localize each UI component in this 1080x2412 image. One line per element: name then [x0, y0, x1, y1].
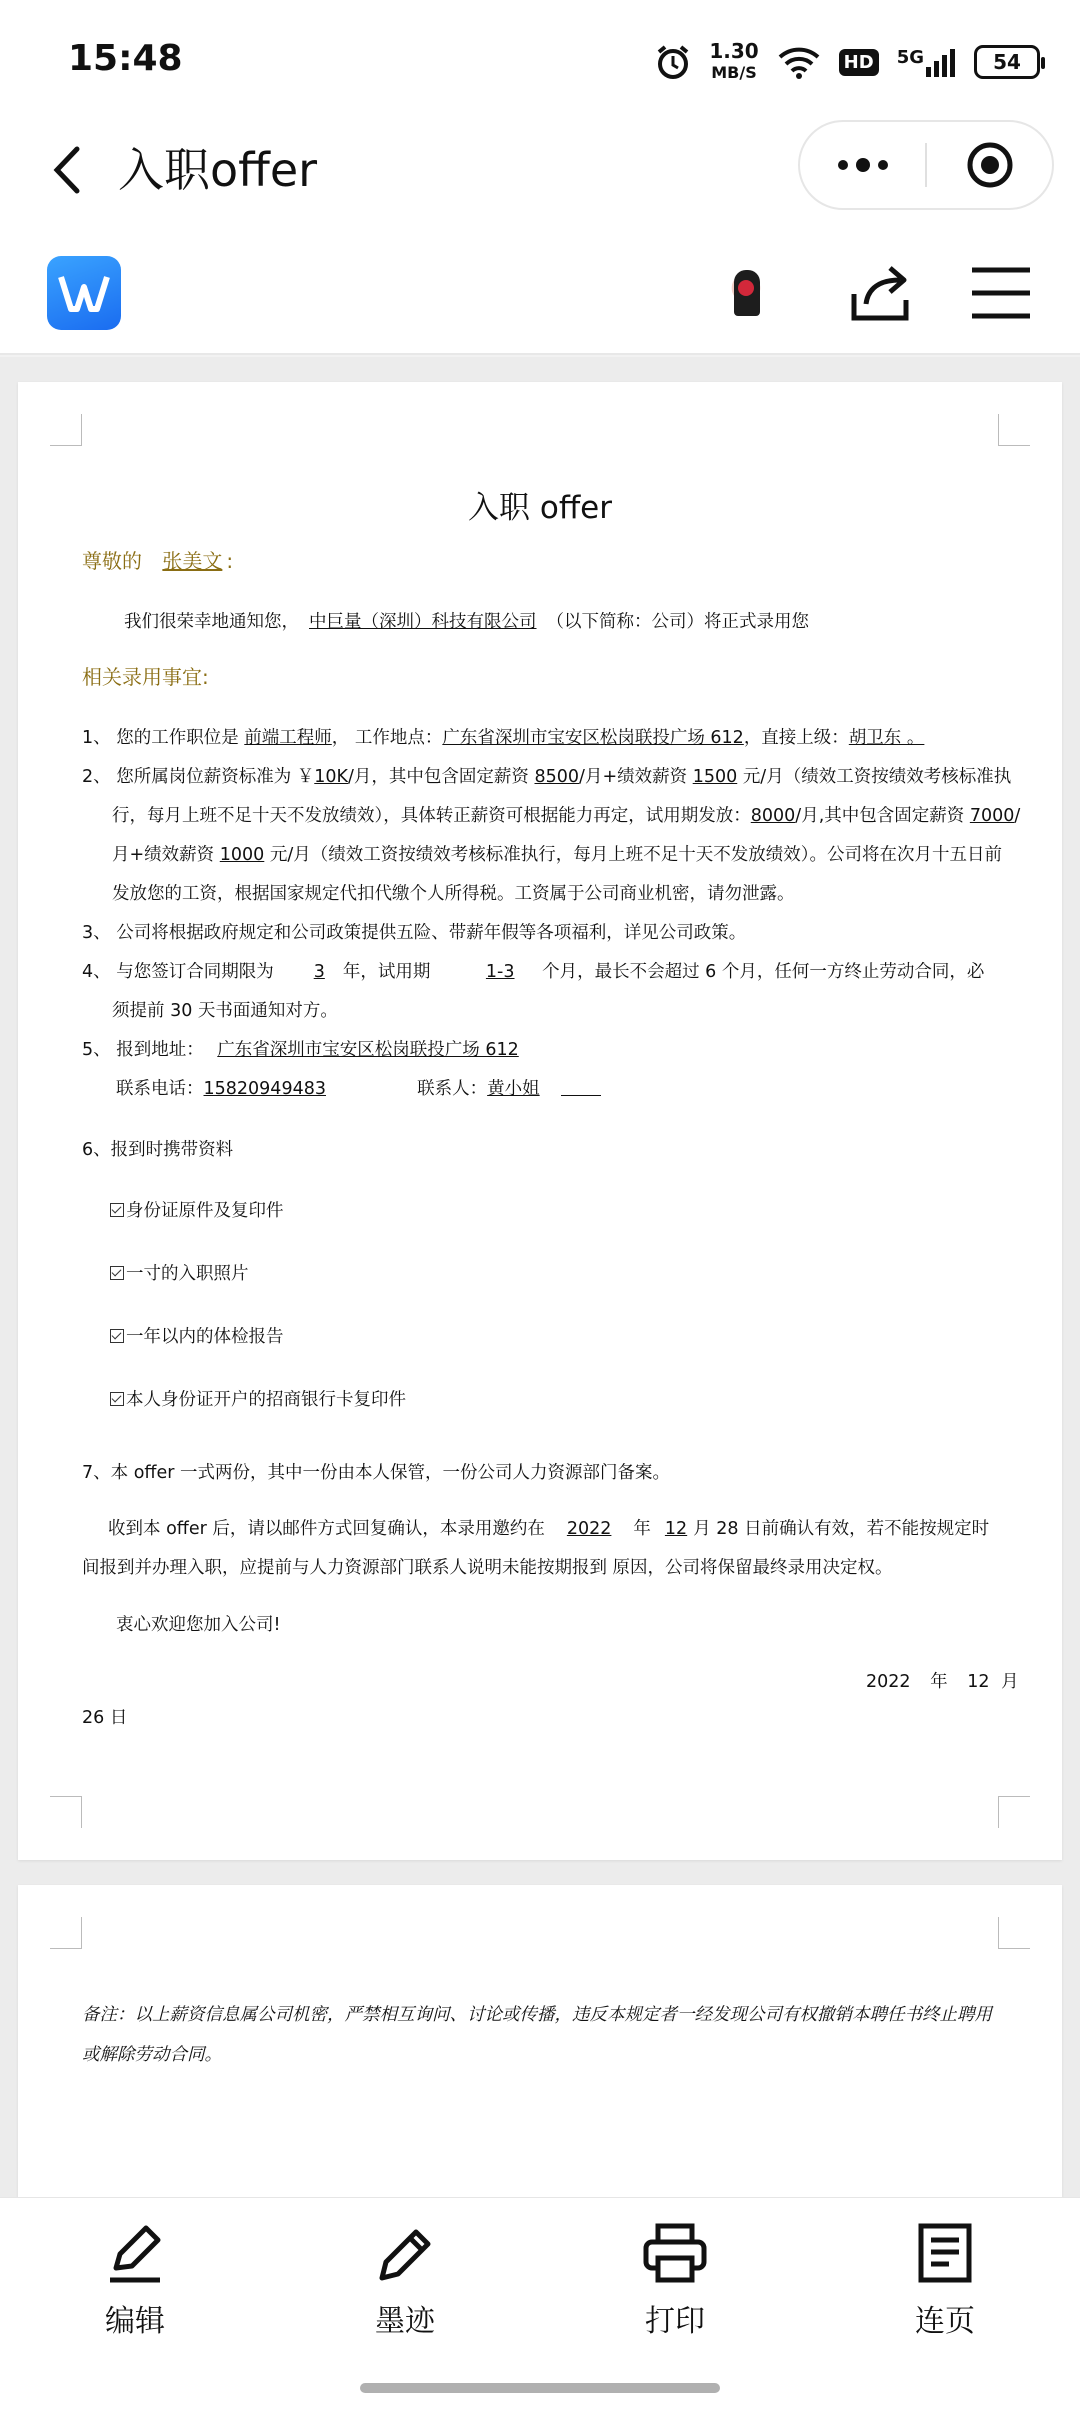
material-label: 一寸的入职照片 [126, 1264, 249, 1284]
item-5-contact [116, 1078, 601, 1100]
confirm-month: 12 [664, 1519, 688, 1539]
item-2-line-2 [112, 805, 1020, 827]
item2-text: /月+绩效薪资 [579, 767, 688, 787]
item4-text: 4、 与您签订合同期限为 [82, 962, 274, 982]
item-2-line-3 [112, 844, 1002, 866]
page-corner-mark [50, 1796, 82, 1828]
print-button[interactable] [540, 2198, 810, 2365]
material-label: 本人身份证开户的招商银行卡复印件 [126, 1390, 406, 1410]
title-bar [0, 110, 1080, 230]
material-label: 身份证原件及复印件 [126, 1201, 284, 1221]
item2-text: 元/月（绩效工资按绩效考核标准执 [742, 767, 1012, 787]
supervisor-label: ，直接上级： [743, 728, 849, 748]
bottom-action-bar [0, 2197, 1080, 2365]
print-label: 打印 [645, 2304, 705, 2339]
back-arrow-icon [49, 145, 83, 195]
contact-name: 黄小姐 [487, 1079, 540, 1099]
probation-fixed-salary: 7000 [969, 806, 1015, 826]
item2-text: 行，每月上班不足十天不发放绩效），具体转正薪资可根据能力再定，试用期发放： [112, 806, 751, 826]
network-speed [709, 41, 758, 83]
address-label: 5、 报到地址： [82, 1040, 204, 1060]
material-item [110, 1326, 284, 1348]
back-button[interactable] [36, 130, 96, 210]
home-indicator[interactable] [360, 2383, 720, 2393]
share-button[interactable] [848, 260, 914, 326]
recipient-name: 张美文 [162, 549, 223, 573]
document-page-1 [18, 382, 1062, 1860]
confirm-text: 收到本 offer 后，请以邮件方式回复确认，本录用邀约在 [108, 1519, 545, 1539]
target-close-icon [965, 140, 1015, 190]
item1-prefix: 1、 您的工作职位是 [82, 728, 239, 748]
wps-logo[interactable] [47, 256, 121, 330]
continuous-label: 连页 [915, 2304, 975, 2339]
supervisor-value: 胡卫东 。 [848, 728, 925, 748]
item-2-line-4: 发放您的工资，根据国家规定代扣代缴个人所得税。工资属于公司商业机密，请勿泄露。 [112, 884, 795, 904]
item-5-address [82, 1039, 519, 1061]
location-value: 广东省深圳市宝安区松岗联投广场 612 [442, 728, 744, 748]
date-month-unit: 月 [1001, 1672, 1019, 1692]
checkbox-icon [110, 1266, 124, 1280]
document-page-2 [18, 1885, 1062, 2197]
printer-icon [642, 2222, 708, 2284]
status-icons [655, 38, 1040, 86]
date-month: 12 [967, 1672, 990, 1692]
item-7: 7、本 offer 一式两份，其中一份由本人保管，一份公司人力资源部门备案。 [82, 1463, 670, 1483]
status-time: 15:48 [68, 38, 183, 79]
signature-date [866, 1671, 1019, 1693]
phone-number: 15820949483 [203, 1079, 326, 1099]
battery-indicator: 54 [974, 45, 1040, 79]
checkbox-icon [110, 1392, 124, 1406]
notification-line [124, 611, 809, 633]
confirm-text: 月 28 日前确认有效，若不能按规定时 [693, 1519, 990, 1539]
item2-text: 元/月（绩效工资按绩效考核标准执行，每月上班不足十天不发放绩效）。公司将在次月十五日前 [269, 845, 1003, 865]
confirm-text: 年 [633, 1519, 651, 1539]
wifi-icon [777, 45, 821, 79]
notify-prefix: 我们很荣幸地通知您， [124, 612, 299, 632]
speed-unit: MB/S [711, 63, 757, 82]
share-icon [848, 260, 914, 326]
item-4-line-2: 须提前 30 天书面通知对方。 [112, 1001, 338, 1021]
item4-text: 个月，最长不会超过 6 个月，任何一方终止劳动合同，必 [542, 962, 985, 982]
status-bar [0, 0, 1080, 110]
gesture-bar [0, 2365, 1080, 2412]
probation-months: 1-3 [485, 962, 515, 982]
item4-text: 年，试用期 [342, 962, 431, 982]
page-title: 入职offer [118, 143, 318, 197]
item2-text: /月,其中包含固定薪资 [795, 806, 965, 826]
checkbox-icon [110, 1329, 124, 1343]
mini-program-capsule [798, 120, 1054, 210]
item-1 [82, 727, 924, 749]
item-6: 6、报到时携带资料 [82, 1140, 234, 1160]
item2-text: / [1014, 806, 1021, 826]
signature-day: 26 日 [82, 1708, 128, 1728]
speed-value: 1.30 [709, 39, 759, 63]
page-corner-mark [50, 414, 82, 446]
company-name: 中巨量（深圳）科技有限公司 [309, 612, 537, 632]
network-type: 5G [896, 47, 924, 68]
greeting-prefix: 尊敬的 [82, 549, 142, 573]
ink-button[interactable] [270, 2198, 540, 2365]
item-3: 3、 公司将根据政府规定和公司政策提供五险、带薪年假等各项福利，详见公司政策。 [82, 923, 747, 943]
section-heading: 相关录用事宜: [82, 665, 209, 689]
page-corner-mark [998, 1796, 1030, 1828]
hamburger-menu-icon [970, 260, 1032, 326]
item2-text: /月，其中包含固定薪资 [348, 767, 529, 787]
pencil-ink-icon [374, 2222, 436, 2284]
phone-label: 联系电话： [116, 1079, 204, 1099]
item-4-line-1 [82, 961, 984, 983]
date-year: 2022 [866, 1672, 911, 1692]
contact-label: 联系人： [417, 1079, 488, 1099]
fixed-salary: 8500 [534, 767, 580, 787]
document-toolbar [0, 230, 1080, 355]
probation-performance-salary: 1000 [219, 845, 265, 865]
edit-label: 编辑 [105, 2304, 165, 2339]
page-corner-mark [50, 1917, 82, 1949]
salary-total: 10K [314, 767, 349, 787]
confirm-line-1 [108, 1518, 989, 1540]
confidentiality-note: 备注：以上薪资信息属公司机密，严禁相互询问、讨论或传播，违反本规定者一经发现公司有权撤销本聘任书终止聘用或解除劳动合同。 [82, 2005, 992, 2065]
performance-salary: 1500 [692, 767, 738, 787]
ink-label: 墨迹 [375, 2304, 435, 2339]
item1-mid: ， 工作地点： [331, 728, 443, 748]
alarm-icon [655, 43, 691, 81]
notify-suffix: （以下简称：公司）将正式录用您 [546, 612, 809, 632]
probation-salary: 8000 [750, 806, 796, 826]
item-2-line-1 [82, 766, 1011, 788]
document-viewer[interactable] [0, 357, 1080, 2197]
confirm-year: 2022 [566, 1519, 612, 1539]
confirm-line-2: 间报到并办理入职，应提前与人力资源部门联系人说明未能按期报到 原因，公司将保留最终录用决定权。 [82, 1558, 893, 1578]
material-item [110, 1389, 406, 1411]
wps-w-icon [57, 271, 111, 315]
position-value: 前端工程师 [244, 728, 332, 748]
hd-badge: HD [839, 49, 879, 76]
more-dots-icon [835, 157, 891, 173]
material-item [110, 1200, 284, 1222]
continuous-page-button[interactable] [810, 2198, 1080, 2365]
material-item [110, 1263, 249, 1285]
edit-button[interactable] [0, 2198, 270, 2365]
material-label: 一年以内的体检报告 [126, 1327, 284, 1347]
signal-icon [897, 47, 956, 77]
item2-text: 月+绩效薪资 [112, 845, 215, 865]
continuous-page-icon [915, 2222, 975, 2284]
greeting-suffix: : [226, 549, 234, 573]
user-avatar[interactable] [716, 264, 776, 324]
contract-years: 3 [313, 962, 325, 982]
document-title: 入职 offer [468, 490, 612, 526]
greeting-line [82, 550, 233, 572]
item2-text: 2、 您所属岗位薪资标准为 ￥ [82, 767, 315, 787]
checkbox-icon [110, 1203, 124, 1217]
date-year-unit: 年 [930, 1672, 948, 1692]
welcome-line: 衷心欢迎您加入公司! [116, 1615, 281, 1635]
more-button[interactable] [800, 122, 925, 208]
page-corner-mark [998, 1917, 1030, 1949]
menu-button[interactable] [970, 260, 1032, 326]
report-address: 广东省深圳市宝安区松岗联投广场 612 [217, 1040, 519, 1060]
close-miniprogram-button[interactable] [927, 122, 1052, 208]
page-corner-mark [998, 414, 1030, 446]
pen-edit-icon [104, 2222, 166, 2284]
